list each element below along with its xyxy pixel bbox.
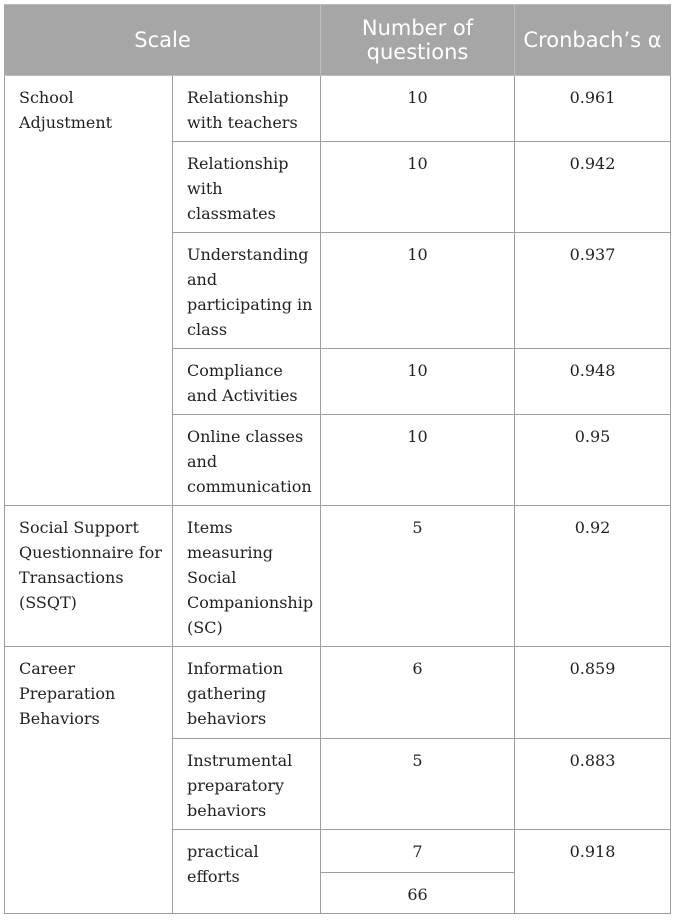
questions-cell: 5 — [321, 739, 515, 830]
alpha-cell: 0.948 — [515, 349, 671, 415]
table-row — [5, 506, 671, 647]
group-label-school-adjustment: School Adjustment — [5, 76, 173, 506]
group-label-ssqt: Social Support Questionnaire for Transactions (SSQT) — [5, 506, 173, 647]
subscale-cell: Understanding and participating in class — [173, 233, 321, 349]
subscale-cell: Compliance and Activities — [173, 349, 321, 415]
questions-cell: 10 — [321, 349, 515, 415]
questions-cell: 5 — [321, 506, 515, 647]
alpha-cell: 0.937 — [515, 233, 671, 349]
table-row — [5, 76, 671, 142]
subscale-cell: Instrumental preparatory behaviors — [173, 739, 321, 830]
alpha-cell: 0.95 — [515, 415, 671, 506]
subscale-cell: Relationship with teachers — [173, 76, 321, 142]
questions-cell: 7 — [321, 830, 515, 873]
questions-cell: 10 — [321, 415, 515, 506]
total-questions-cell: 66 — [321, 873, 515, 914]
subscale-cell: Items measuring Social Companionship (SC) — [173, 506, 321, 647]
header-number-of-questions: Number of questions — [321, 5, 515, 76]
subscale-cell: Online classes and communication — [173, 415, 321, 506]
alpha-cell: 0.883 — [515, 739, 671, 830]
questions-cell: 10 — [321, 142, 515, 233]
alpha-cell: 0.961 — [515, 76, 671, 142]
group-label-career-preparation: Career Preparation Behaviors — [5, 647, 173, 914]
questions-cell: 10 — [321, 76, 515, 142]
questions-cell: 6 — [321, 647, 515, 739]
alpha-cell: 0.942 — [515, 142, 671, 233]
header-scale: Scale — [5, 5, 321, 76]
questions-cell: 10 — [321, 233, 515, 349]
reliability-table — [4, 4, 671, 914]
subscale-cell: practical efforts — [173, 830, 321, 914]
alpha-cell: 0.92 — [515, 506, 671, 647]
header-cronbach-alpha: Cronbach’s α — [515, 5, 671, 76]
subscale-cell: Information gathering behaviors — [173, 647, 321, 739]
alpha-cell: 0.859 — [515, 647, 671, 739]
table-row — [5, 647, 671, 739]
header-row — [5, 5, 671, 76]
alpha-cell: 0.918 — [515, 830, 671, 914]
subscale-cell: Relationship with classmates — [173, 142, 321, 233]
